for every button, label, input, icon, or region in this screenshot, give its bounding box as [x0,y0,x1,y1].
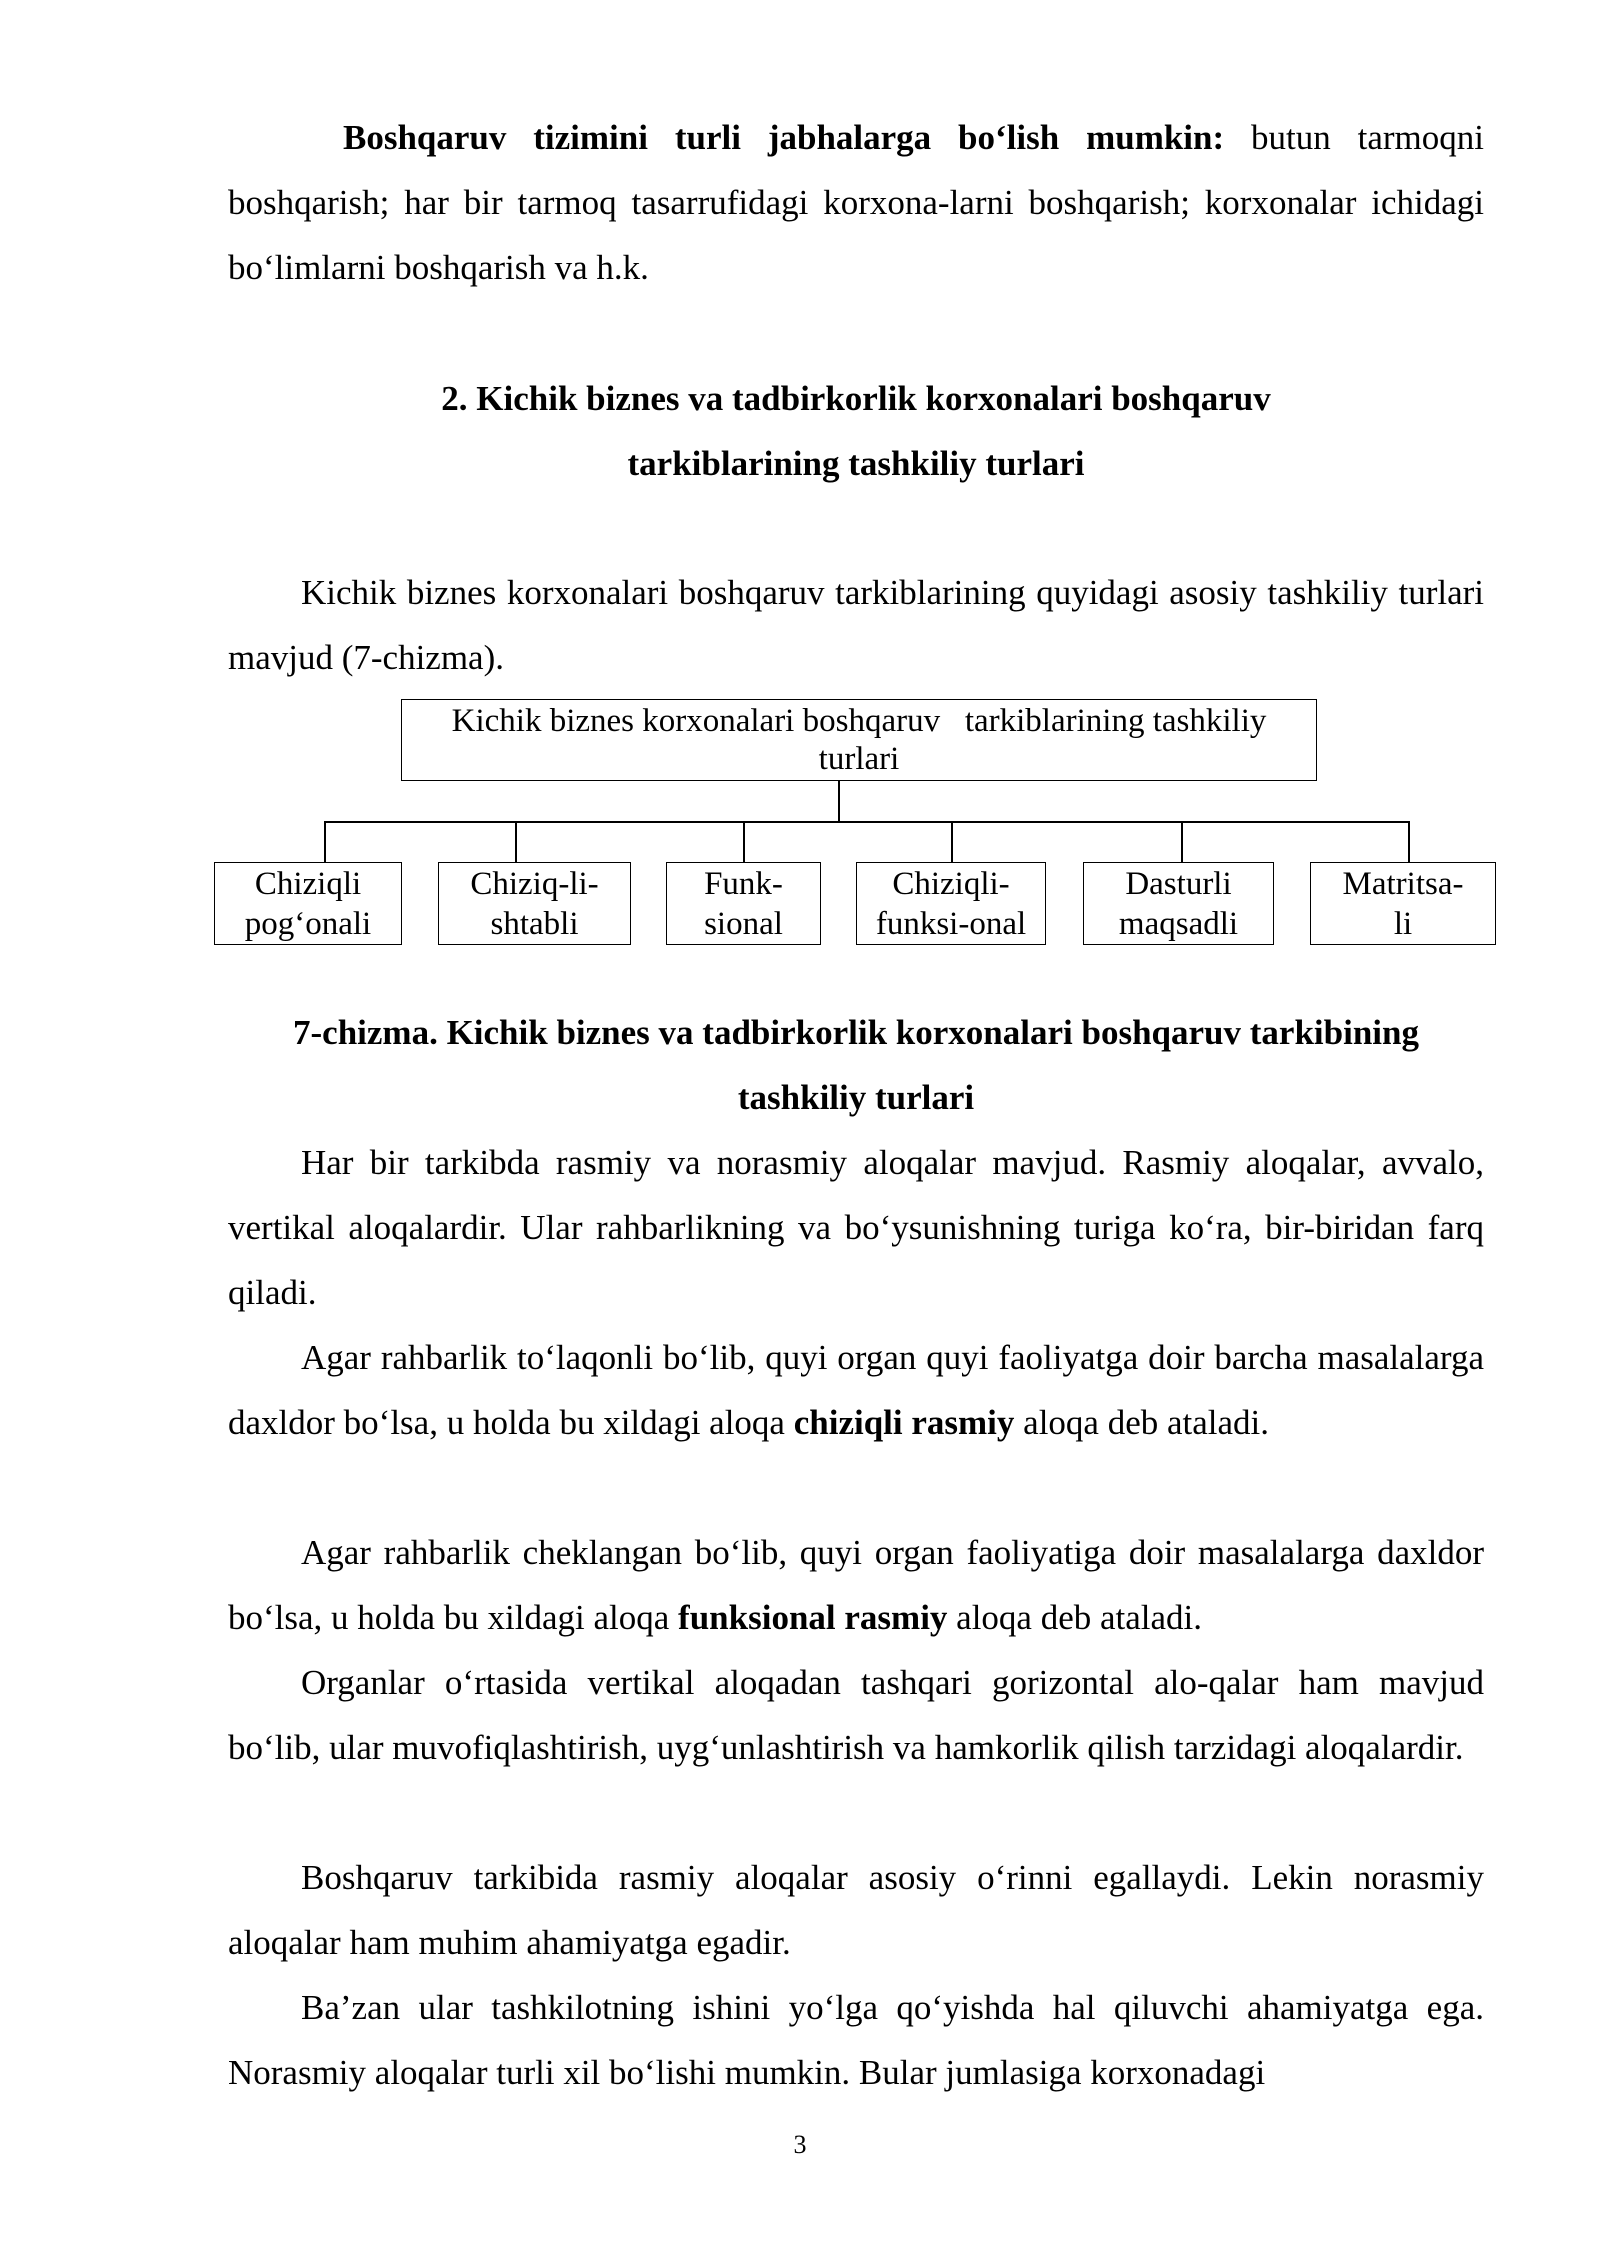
figure-caption [228,1000,1484,1130]
figure-caption-line2: tashkiliy turlari [737,1078,975,1117]
paragraph-intro-types: Kichik biznes korxonalari boshqaruv tarkiblarining quyidagi asosiy tashkiliy turlari mavjud (7-chizma). [228,573,1484,677]
diagram-horizontal-bus [324,821,1409,823]
paragraph-text: aloqa deb ataladi. [947,1598,1203,1637]
term-linear-formal: chiziqli rasmiy [793,1403,1015,1442]
diagram-root-box [401,699,1317,781]
figure-caption-line1: 7-chizma. Kichik biznes va tadbirkorlik korxonalari boshqaruv tarkibining [293,1013,1419,1052]
diagram-box-line2: maqsadli [1118,905,1239,942]
diagram-box-line1: Chiziq-li- [470,865,599,902]
section-heading [228,366,1484,496]
diagram-box-linear-hierarchical [214,862,402,945]
paragraph-text: Agar rahbarlik to‘laqonli bo‘lib, quyi organ quyi faoliyatga doir barcha masalalarga daxldor bo‘lsa, u holda bu xildagi aloqa [228,1338,1484,1442]
page-number: 3 [793,2130,807,2159]
diagram-root-connector [838,781,840,822]
paragraph-formal-main: Boshqaruv tarkibida rasmiy aloqalar asosiy o‘rinni egallaydi. Lekin norasmiy aloqalar ham muhim ahamiyatga egadir. [228,1858,1484,1962]
section-heading-line2: tarkiblarining tashkiliy turlari [627,444,1085,483]
paragraph-governance-aspects [228,105,1484,300]
paragraph-linear-formal [228,1325,1484,1455]
diagram-drop-6 [1408,821,1410,863]
diagram-root-line2: turlari [818,741,900,777]
diagram-box-line1: Matritsa- [1342,865,1464,902]
diagram-root-line1: Kichik biznes korxonalari boshqaruv tarkiblarining tashkiliy [451,703,1267,739]
diagram-box-line1: Dasturli [1125,865,1232,902]
paragraph-bold-lead: Boshqaruv tizimini turli jabhalarga bo‘lish mumkin: [343,118,1225,157]
paragraph-functional-formal [228,1520,1484,1650]
diagram-box-program-target [1083,862,1274,945]
diagram-box-line2: funksi-onal [875,905,1027,942]
diagram-box-matrix [1310,862,1496,945]
diagram-box-line2: sional [704,905,783,942]
diagram-drop-3 [743,821,745,863]
diagram-box-line2: pog‘onali [244,905,372,942]
paragraph-text: Agar rahbarlik cheklangan bo‘lib, quyi organ faoliyatiga doir masalalarga daxldor bo‘lsa, u holda bu xildagi aloqa [228,1533,1484,1637]
diagram-box-linear-functional [856,862,1046,945]
term-functional-formal: funksional rasmiy [678,1598,948,1637]
paragraph-text: butun tarmoqni boshqarish; har bir tarmoq tasarrufidagi korxona-larni boshqarish; korxonalar ichidagi bo‘limlarni boshqarish va h.k. [228,118,1484,287]
diagram-drop-5 [1181,821,1183,863]
paragraph-formal-informal: Har bir tarkibda rasmiy va norasmiy aloqalar mavjud. Rasmiy aloqalar, avvalo, vertikal aloqalardir. Ular rahbarlikning va bo‘ysunishning turiga ko‘ra, bir-biridan farq qiladi. [228,1143,1484,1312]
diagram-drop-4 [951,821,953,863]
diagram-box-linear-staff [438,862,631,945]
section-heading-line1: 2. Kichik biznes va tadbirkorlik korxonalari boshqaruv [441,379,1271,418]
diagram-box-line1: Funk- [704,865,783,902]
diagram-box-line1: Chiziqli- [892,865,1010,902]
diagram-drop-1 [324,821,326,863]
diagram-box-functional [666,862,821,945]
diagram-drop-2 [515,821,517,863]
diagram-box-line2: shtabli [490,905,579,942]
paragraph-horizontal-links: Organlar o‘rtasida vertikal aloqadan tashqari gorizontal alo-qalar ham mavjud bo‘lib, ular muvofiqlashtirish, uyg‘unlashtirish va hamkorlik qilish tarzidagi aloqalardir. [228,1663,1484,1767]
paragraph-text: aloqa deb ataladi. [1014,1403,1270,1442]
diagram-box-line1: Chiziqli [254,865,362,902]
paragraph-informal-role: Ba’zan ular tashkilotning ishini yo‘lga qo‘yishda hal qiluvchi ahamiyatga ega. Norasmiy aloqalar turli xil bo‘lishi mumkin. Bular jumlasiga korxonadagi [228,1988,1484,2092]
diagram-box-line2: li [1393,905,1413,942]
